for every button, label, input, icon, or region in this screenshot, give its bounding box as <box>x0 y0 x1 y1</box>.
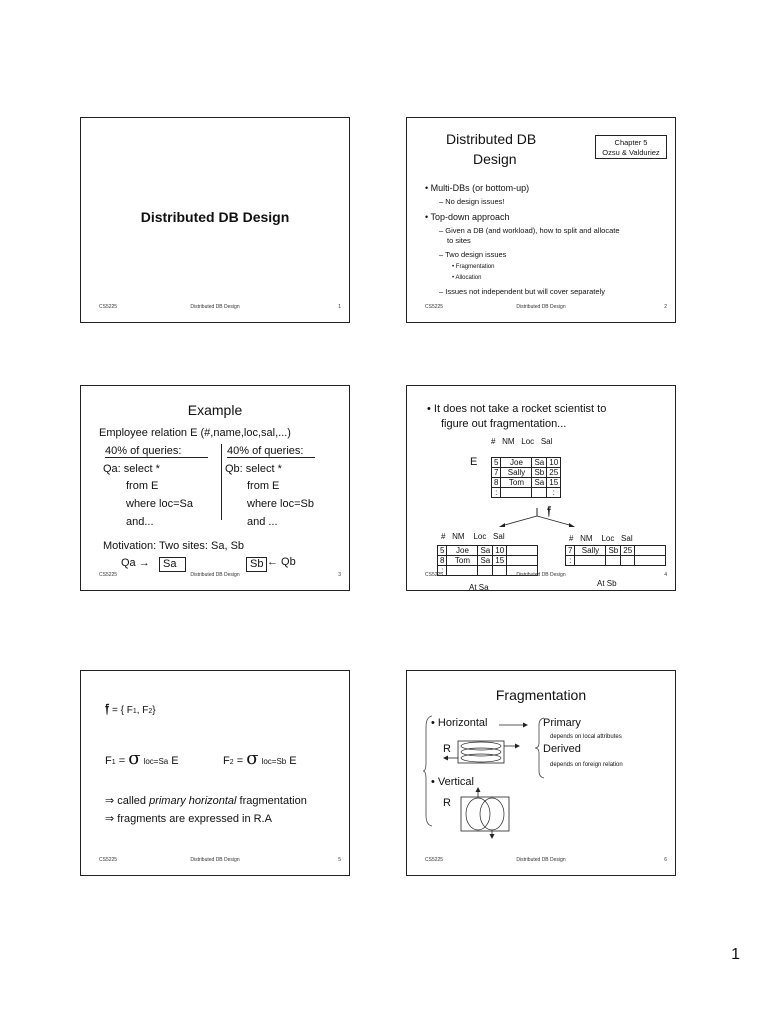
right-queries-header: 40% of queries: <box>227 445 315 458</box>
footer-course: CS5225 <box>99 857 118 863</box>
slide-5 <box>80 670 350 876</box>
table-cell <box>575 556 606 566</box>
bullet-cont: figure out fragmentation... <box>441 418 567 430</box>
relation-e-label: E <box>470 456 478 468</box>
line-emphasis: primary horizontal <box>149 795 237 807</box>
table-cell: Joe <box>447 546 478 556</box>
subscript: 2 <box>148 708 153 715</box>
page-number: 1 <box>731 946 740 963</box>
table-cell: 10 <box>493 546 507 556</box>
slide-footer <box>81 857 349 867</box>
sub-bullet: – Given a DB (and workload), how to split and allocate <box>439 226 620 235</box>
qa-line: and... <box>126 516 154 528</box>
qb-line: Qb: select * <box>225 463 282 475</box>
table-cell <box>532 488 547 498</box>
footer-slide-number: 5 <box>338 857 341 863</box>
slide-footer <box>81 572 349 582</box>
line-text: fragmentation <box>236 795 307 807</box>
table-cell: : <box>492 488 501 498</box>
expr-text: F <box>223 755 230 767</box>
table-row <box>492 478 561 488</box>
slide-title-line2: Design <box>473 151 517 167</box>
bullet-text: Horizontal <box>437 717 488 729</box>
col-header: NM <box>452 532 465 541</box>
slide-footer <box>407 572 675 582</box>
table-cell: : <box>547 488 561 498</box>
sub-sub-bullet: • Fragmentation <box>452 264 495 270</box>
expr-text: = <box>233 755 247 767</box>
table-row <box>438 556 538 566</box>
derived-description: depends on foreign relation <box>550 762 623 768</box>
table-cell: Sally <box>501 468 532 478</box>
fragmentation-definition <box>105 701 156 717</box>
table-cell: Sally <box>575 546 606 556</box>
footer-title: Distributed DB Design <box>190 857 240 863</box>
table-cell: Tom <box>501 478 532 488</box>
sub-sub-bullet-text: Allocation <box>455 275 482 281</box>
table-cell: 8 <box>438 556 447 566</box>
f1-expression <box>105 748 179 769</box>
split-arrows <box>497 502 577 530</box>
site-sb-label: At Sb <box>597 579 617 588</box>
chapter-reference-box <box>595 135 667 159</box>
slide-title: Distributed DB Design <box>140 209 290 225</box>
table-cell: 10 <box>547 458 561 468</box>
table-row <box>566 556 666 566</box>
col-header: Sal <box>621 534 633 543</box>
col-header: # <box>569 534 574 543</box>
sub-bullet-text: No design issues! <box>445 197 505 206</box>
slide-footer <box>407 857 675 867</box>
sub-sub-bullet: • Allocation <box>452 275 482 281</box>
selection-condition: loc=Sa <box>143 757 169 766</box>
expr-text: = <box>115 755 129 767</box>
expr-text: E <box>286 755 297 767</box>
table-cell: 25 <box>621 546 635 556</box>
sub-bullet-text: Given a DB (and workload), how to split and allocate <box>445 226 620 235</box>
table-cell: Sa <box>532 458 547 468</box>
slide-2 <box>406 117 676 323</box>
chapter-label: Chapter 5 <box>614 138 648 147</box>
definition-text: = { F <box>111 705 133 716</box>
table-cell <box>507 546 538 556</box>
qa-arrow-label: Qa → <box>121 557 150 569</box>
table-cell: 15 <box>547 478 561 488</box>
table-cell: Sb <box>606 546 621 556</box>
footer-slide-number: 2 <box>664 304 667 310</box>
table-cell <box>507 556 538 566</box>
sub-bullet: – Issues not independent but will cover separately <box>439 287 605 296</box>
slide-1 <box>80 117 350 323</box>
footer-title: Distributed DB Design <box>516 304 566 310</box>
bullet-text: Vertical <box>437 776 474 788</box>
left-brace <box>423 715 433 827</box>
footer-course: CS5225 <box>425 857 444 863</box>
derived-label: Derived <box>543 743 581 755</box>
col-header: # <box>441 532 446 541</box>
line-text: ⇒ called <box>105 795 150 807</box>
fragment-sb-table <box>565 545 666 566</box>
footer-course: CS5225 <box>425 304 444 310</box>
definition-text: , F <box>136 705 149 716</box>
relation-description: Employee relation E (#,name,loc,sal,...) <box>99 427 291 439</box>
sub-bullet-text: Issues not independent but will cover separately <box>445 287 605 296</box>
footer-slide-number: 1 <box>338 304 341 310</box>
qb-line: from E <box>247 480 280 492</box>
footer-slide-number: 3 <box>338 572 341 578</box>
qb-arrow-label: ← Qb <box>267 556 296 568</box>
table-row <box>492 468 561 478</box>
left-queries-header: 40% of queries: <box>105 445 208 458</box>
bullet: • It does not take a rocket scientist to <box>427 403 607 415</box>
table-cell: Tom <box>447 556 478 566</box>
primary-description: depends on local attributes <box>550 734 622 740</box>
qa-line: where loc=Sa <box>126 498 193 510</box>
expr-text: F <box>105 755 112 767</box>
conclusion-line-1 <box>105 794 307 807</box>
table-cell <box>635 556 666 566</box>
slide-title: Fragmentation <box>495 687 587 703</box>
table-cell: Sa <box>532 478 547 488</box>
sigma-symbol: σ <box>128 748 141 769</box>
sub-bullet: – No design issues! <box>439 197 505 206</box>
table-cell: Sb <box>532 468 547 478</box>
slide-3 <box>80 385 350 591</box>
footer-slide-number: 4 <box>664 572 667 578</box>
table-cell <box>606 556 621 566</box>
qb-line: where loc=Sb <box>247 498 314 510</box>
fragmentation-symbol: 𝔣 <box>105 701 110 717</box>
table-cell: Sa <box>478 556 493 566</box>
footer-title: Distributed DB Design <box>516 572 566 578</box>
relation-r-horizontal-label: R <box>443 743 451 755</box>
slide-footer <box>81 304 349 314</box>
table-cell: 7 <box>566 546 575 556</box>
relation-r-vertical-label: R <box>443 797 451 809</box>
slide-6 <box>406 670 676 876</box>
footer-slide-number: 6 <box>664 857 667 863</box>
col-header: Sal <box>540 437 553 446</box>
relation-e-table <box>491 457 561 498</box>
table-row <box>566 546 666 556</box>
bullet-topdown: • Top-down approach <box>425 212 510 222</box>
vertical-bullet: • Vertical <box>431 776 474 788</box>
column-divider <box>221 444 222 520</box>
horizontal-arrow <box>499 721 529 729</box>
bullet-multidbs: • Multi-DBs (or bottom-up) <box>425 183 530 193</box>
subscript: 1 <box>111 759 116 766</box>
fragment-sb-header <box>569 534 633 543</box>
site-sa-box: Sa <box>159 557 186 572</box>
footer-title: Distributed DB Design <box>190 572 240 578</box>
site-sa-label: At Sa <box>469 583 489 592</box>
table-cell: 5 <box>492 458 501 468</box>
col-header: Loc <box>521 437 535 446</box>
bullet-text: It does not take a rocket scientist to <box>433 403 607 415</box>
horizontal-bullet: • Horizontal <box>431 717 488 729</box>
selection-condition: loc=Sb <box>261 757 287 766</box>
fragmentation-symbol: 𝔣 <box>547 504 551 519</box>
table-cell: : <box>566 556 575 566</box>
table-cell: Joe <box>501 458 532 468</box>
col-header: # <box>491 437 496 446</box>
conclusion-line-2: ⇒ fragments are expressed in R.A <box>105 813 272 825</box>
table-cell: : <box>438 566 447 576</box>
col-header: Loc <box>601 534 615 543</box>
table-cell: Sa <box>478 546 493 556</box>
footer-course: CS5225 <box>99 572 118 578</box>
slide-title: Example <box>187 402 243 418</box>
col-header: NM <box>580 534 593 543</box>
qa-line: Qa: select * <box>103 463 160 475</box>
table-cell: 5 <box>438 546 447 556</box>
qa-line: from E <box>126 480 159 492</box>
bullet-text: Multi-DBs (or bottom-up) <box>430 183 530 193</box>
table-cell: 7 <box>492 468 501 478</box>
vertical-fragment-diagram <box>455 787 515 839</box>
site-sb-box: Sb <box>246 557 267 572</box>
footer-course: CS5225 <box>99 304 118 310</box>
table-cell: 15 <box>493 556 507 566</box>
subscript: 2 <box>229 759 234 766</box>
subscript: 1 <box>132 708 137 715</box>
sub-bullet-cont: to sites <box>447 236 471 245</box>
slide-title-line1: Distributed DB <box>446 131 537 147</box>
table-row <box>492 458 561 468</box>
col-header: Sal <box>493 532 505 541</box>
table-cell <box>621 556 635 566</box>
definition-text: } <box>152 705 156 716</box>
qb-line: and ... <box>247 516 278 528</box>
footer-title: Distributed DB Design <box>516 857 566 863</box>
table-cell <box>501 488 532 498</box>
slide-footer <box>407 304 675 314</box>
table-cell: 8 <box>492 478 501 488</box>
primary-label: Primary <box>543 717 581 729</box>
footer-title: Distributed DB Design <box>190 304 240 310</box>
sub-sub-bullet-text: Fragmentation <box>455 264 495 270</box>
f2-expression <box>223 748 297 769</box>
table-row <box>492 488 561 498</box>
authors-label: Ozsu & Valduriez <box>602 148 660 157</box>
sub-bullet-text: Two design issues <box>445 250 507 259</box>
sigma-symbol: σ <box>246 748 259 769</box>
motivation-text: Motivation: Two sites: Sa, Sb <box>103 540 245 552</box>
horizontal-fragment-diagram <box>443 737 523 767</box>
relation-header <box>491 437 571 446</box>
table-cell: 25 <box>547 468 561 478</box>
col-header: NM <box>502 437 515 446</box>
slide-4 <box>406 385 676 591</box>
bullet-text: Top-down approach <box>430 212 510 222</box>
fragment-sa-header <box>441 532 505 541</box>
table-row <box>438 546 538 556</box>
footer-course: CS5225 <box>425 572 444 578</box>
col-header: Loc <box>473 532 487 541</box>
expr-text: E <box>168 755 179 767</box>
table-cell <box>635 546 666 556</box>
sub-bullet: – Two design issues <box>439 250 507 259</box>
